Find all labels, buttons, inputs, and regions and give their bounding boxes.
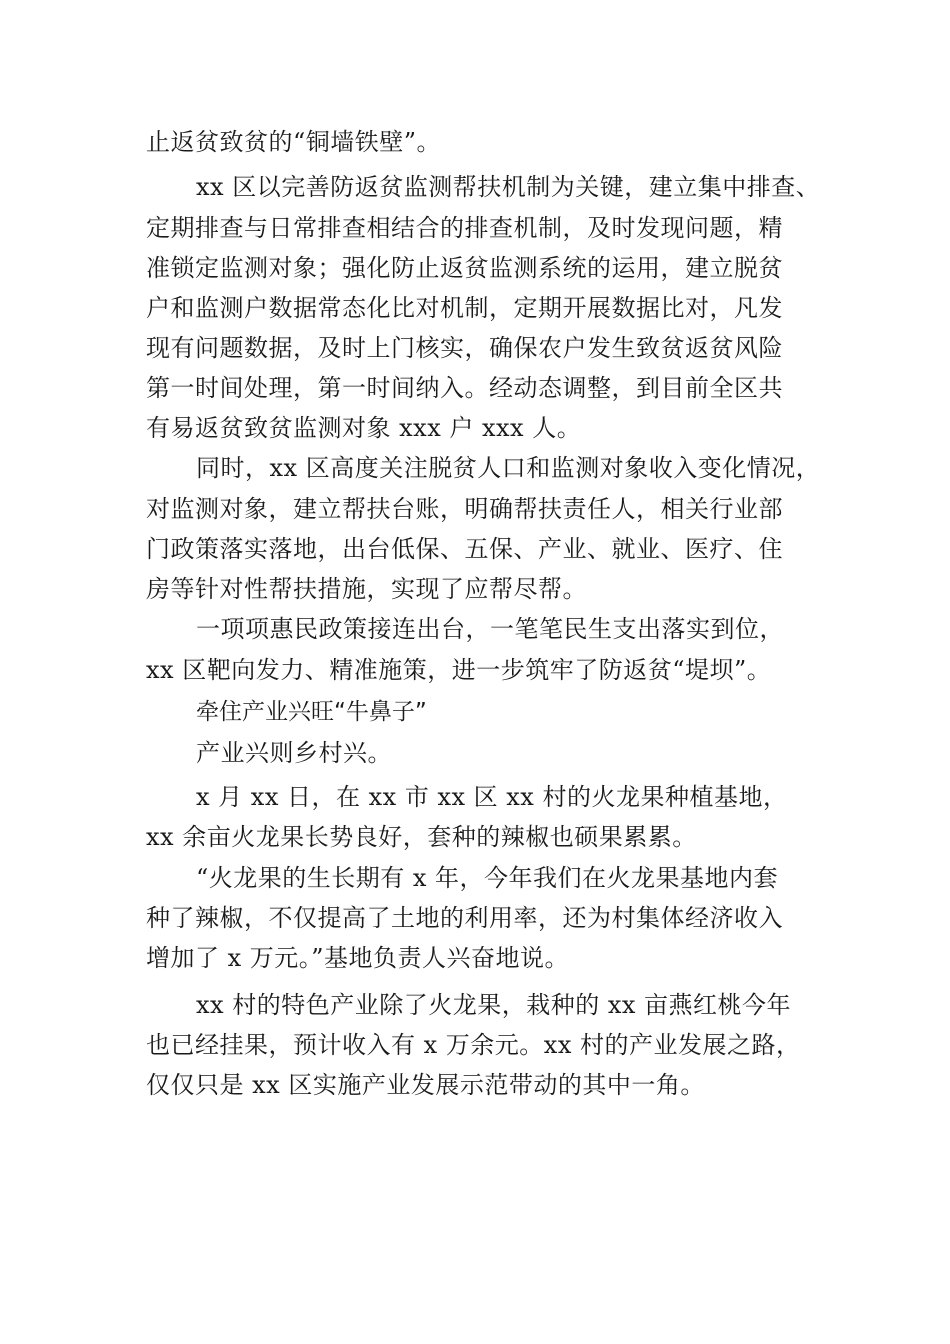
text-line: 现有问题数据，及时上门核实，确保农户发生致贫返贫风险 [146, 334, 783, 362]
paragraph-start-line: 一项项惠民政策接连出台，一笔笔民生支出落实到位， [196, 615, 784, 643]
text-line: 房等针对性帮扶措施，实现了应帮尽帮。 [146, 575, 587, 603]
text-line: 门政策落实落地，出台低保、五保、产业、就业、医疗、住 [146, 535, 783, 563]
paragraph-start-line: x 月 xx 日，在 xx 市 xx 区 xx 村的火龙果种植基地， [196, 783, 788, 811]
text-line: 户和监测户数据常态化比对机制，定期开展数据比对，凡发 [146, 294, 783, 322]
paragraph-start-line: 同时，xx 区高度关注脱贫人口和监测对象收入变化情况， [196, 454, 821, 482]
text-line: 种了辣椒，不仅提高了土地的利用率，还为村集体经济收入 [146, 904, 783, 932]
text-line: xx 区靶向发力、精准施策，进一步筑牢了防返贫“堤坝”。 [146, 656, 772, 684]
text-line: 对监测对象，建立帮扶台账，明确帮扶责任人，相关行业部 [146, 495, 783, 523]
paragraph-start-line: “火龙果的生长期有 x 年，今年我们在火龙果基地内套 [196, 864, 779, 892]
text-line: 准锁定监测对象；强化防止返贫监测系统的运用，建立脱贫 [146, 254, 783, 282]
text-line: 也已经挂果，预计收入有 x 万余元。xx 村的产业发展之路， [146, 1031, 801, 1059]
text-line: 定期排查与日常排查相结合的排查机制，及时发现问题，精 [146, 214, 783, 242]
section-heading: 牵住产业兴旺“牛鼻子” [196, 699, 427, 725]
text-line: 仅仅只是 xx 区实施产业发展示范带动的其中一角。 [146, 1071, 705, 1099]
text-line: 有易返贫致贫监测对象 xxx 户 xxx 人。 [146, 414, 582, 442]
paragraph-start-line: 产业兴则乡村兴。 [196, 739, 392, 767]
paragraph-start-line: xx 村的特色产业除了火龙果，栽种的 xx 亩燕红桃今年 [196, 991, 792, 1019]
text-line: xx 余亩火龙果长势良好，套种的辣椒也硕果累累。 [146, 823, 697, 851]
paragraph-start-line: xx 区以完善防返贫监测帮扶机制为关键，建立集中排查、 [196, 173, 821, 201]
text-line: 止返贫致贫的“铜墙铁壁”。 [146, 128, 442, 156]
text-line: 第一时间处理，第一时间纳入。经动态调整，到目前全区共 [146, 374, 783, 402]
text-line: 增加了 x 万元。”基地负责人兴奋地说。 [146, 944, 570, 972]
